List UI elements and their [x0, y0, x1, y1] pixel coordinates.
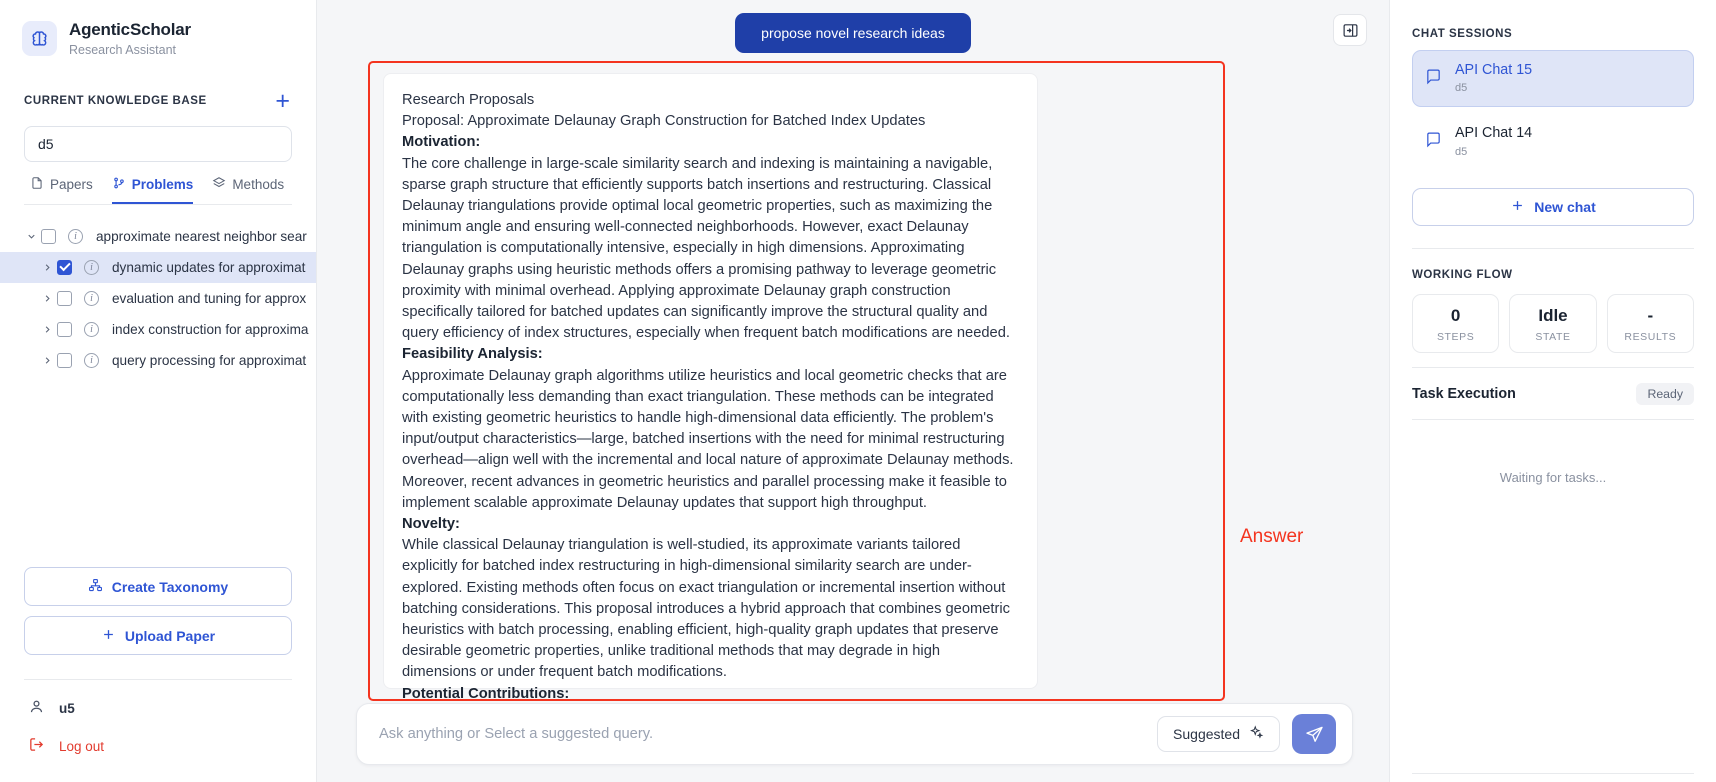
stat-steps-value: 0 — [1450, 306, 1461, 325]
stat-results-key: RESULTS — [1624, 331, 1677, 343]
add-knowledge-base-plus-icon[interactable]: + — [275, 86, 290, 115]
tree-item-label: query processing for approximat — [112, 352, 307, 368]
message-body — [384, 74, 1037, 715]
info-icon[interactable]: i — [84, 291, 99, 306]
info-icon[interactable]: i — [84, 353, 99, 368]
user-row — [0, 680, 316, 718]
top-cta-wrap — [317, 0, 1389, 53]
composer — [356, 703, 1353, 765]
stat-state — [1509, 294, 1596, 353]
sidebar-tabs — [0, 162, 316, 204]
answer-annotation-label: Answer — [1240, 526, 1304, 547]
document-icon — [30, 176, 44, 193]
logout-icon — [28, 736, 45, 756]
task-execution-row — [1390, 368, 1716, 419]
app-subtitle: Research Assistant — [69, 42, 176, 57]
tree-row[interactable] — [0, 345, 316, 376]
brain-icon — [22, 21, 57, 56]
stat-results-value: - — [1647, 306, 1654, 325]
tree-row[interactable] — [0, 221, 316, 252]
chat-area — [317, 0, 1389, 782]
sparkles-icon — [1249, 725, 1264, 743]
stat-state-key: STATE — [1535, 331, 1571, 343]
knowledge-base-value: d5 — [38, 135, 54, 152]
user-name: u5 — [59, 700, 75, 716]
tree-item-label: evaluation and tuning for approx — [112, 290, 307, 306]
plus-icon — [101, 627, 116, 645]
panel-collapse-icon[interactable] — [1333, 14, 1367, 46]
create-taxonomy-label: Create Taxonomy — [111, 578, 229, 595]
composer-wrap — [356, 703, 1353, 765]
tab-methods[interactable] — [212, 176, 284, 204]
tree-row[interactable] — [0, 314, 316, 345]
tab-problems[interactable] — [112, 176, 194, 204]
plus-icon — [1510, 198, 1525, 216]
brand — [0, 0, 316, 67]
knowledge-base-input[interactable] — [24, 126, 292, 162]
chevron-right-icon[interactable] — [38, 262, 57, 273]
tree-checkbox[interactable] — [57, 353, 72, 368]
message-paragraph-feasibility: Approximate Delaunay graph algorithms utilize heuristics and local geometric checks that are computationally less demanding than exact triangulation. These methods can be integrated with existing geometric heuristics to handle high-dimensional data efficiently. The problem's input/output characteristics—large, batched insertions with the need for minimal restructuring overhead—align well with the incremental and local nature of approximate Delaunay methods. Moreover, recent advances in geometric heuristics and parallel processing make it feasible to implement scalable approximate Delaunay updates that support high throughput. — [402, 367, 1014, 511]
chat-session-title: API Chat 14 — [1455, 125, 1533, 142]
chat-sessions-label: CHAT SESSIONS — [1412, 28, 1513, 40]
message-heading-novelty: Novelty: — [402, 516, 460, 533]
message-heading-contributions: Potential Contributions: — [402, 685, 570, 702]
layers-icon — [212, 176, 226, 193]
chevron-right-icon[interactable] — [38, 293, 57, 304]
tree-row[interactable] — [0, 252, 316, 283]
chat-session-title: API Chat 15 — [1455, 62, 1533, 78]
logout-label: Log out — [59, 738, 105, 754]
chat-session-list — [1390, 40, 1716, 186]
stat-results — [1607, 294, 1694, 353]
git-branch-icon — [112, 176, 126, 193]
propose-ideas-button[interactable]: propose novel research ideas — [735, 13, 971, 53]
person-icon — [28, 698, 45, 718]
suggested-button[interactable] — [1157, 716, 1280, 752]
tree-checkbox[interactable] — [57, 291, 72, 306]
tree-checkbox[interactable] — [57, 322, 72, 337]
right-panel-bottom-rule — [1412, 773, 1694, 774]
new-chat-button[interactable] — [1412, 188, 1694, 226]
logout-button[interactable] — [0, 718, 316, 782]
right-panel — [1389, 0, 1716, 782]
suggested-label: Suggested — [1173, 726, 1240, 742]
waiting-text: Waiting for tasks... — [1499, 470, 1607, 485]
stat-steps-key: STEPS — [1436, 331, 1475, 343]
left-sidebar — [0, 0, 317, 782]
tree-item-label: dynamic updates for approximat — [112, 259, 306, 275]
chat-session-item[interactable] — [1412, 113, 1694, 170]
message-heading-motivation: Motivation: — [402, 134, 481, 151]
message-paragraph-motivation: The core challenge in large-scale similarity search and indexing is maintaining a navigable, sparse graph structure that efficiently supports batch insertions and restructuring. Classical Delaunay triangulations provide optimal local geometric properties, such as maximizing the minimum angle and ensuring well-connected neighborhoods. However, exact Delaunay triangulation is computationally intensive, especially in high dimensions. Approximating Delaunay graphs using heuristic methods offers a promising pathway to leverage geometric proximity with minimal overhead. Applying approximate Delaunay graph construction specifically tailored for batched updates can significantly improve the structural quality and query efficiency of index structures, especially when frequent batch modifications are needed. — [402, 155, 1010, 342]
knowledge-base-label: CURRENT KNOWLEDGE BASE — [24, 95, 207, 108]
message-panel[interactable] — [383, 73, 1038, 702]
send-button[interactable] — [1292, 714, 1336, 754]
working-flow-label: WORKING FLOW — [1412, 269, 1513, 281]
info-icon[interactable]: i — [84, 322, 99, 337]
tab-papers[interactable] — [30, 176, 93, 204]
tab-papers-label: Papers — [50, 176, 93, 192]
app-title: AgenticScholar — [69, 20, 191, 39]
knowledge-base-header — [0, 67, 316, 114]
task-execution-label: Task Execution — [1412, 386, 1516, 402]
message-line: Research Proposals — [402, 92, 535, 108]
info-icon[interactable]: i — [68, 229, 83, 244]
chat-session-subtitle: d5 — [1455, 145, 1468, 158]
upload-paper-label: Upload Paper — [124, 627, 216, 644]
stat-steps — [1412, 294, 1499, 353]
sidebar-spacer — [0, 376, 316, 567]
stat-state-value: Idle — [1538, 306, 1568, 325]
chevron-right-icon[interactable] — [38, 324, 57, 335]
chat-input[interactable] — [379, 726, 1145, 742]
tree-item-label: approximate nearest neighbor sear — [96, 228, 307, 244]
tree-row[interactable] — [0, 283, 316, 314]
status-badge: Ready — [1636, 383, 1694, 405]
message-line: Proposal: Approximate Delaunay Graph Construction for Batched Index Updates — [402, 113, 926, 130]
message-paragraph-novelty: While classical Delaunay triangulation is well-studied, its approximate variants tailored explicitly for batched index restructuring in high-dimensional similarity search are under-explored. Existing methods often focus on exact triangulation or incremental insertion without batching considerations. This proposal introduces a hybrid approach that combines geometric heuristics with batch processing, enabling efficient, high-quality graph updates that preserve desirable geometric properties, unlike traditional methods that may degrade in high dimensions or under frequent batch modifications. — [402, 537, 1010, 681]
new-chat-label: New chat — [1534, 199, 1596, 215]
upload-paper-button[interactable] — [24, 616, 292, 655]
chevron-right-icon[interactable] — [38, 355, 57, 366]
tab-problems-label: Problems — [131, 176, 194, 192]
chat-session-subtitle: d5 — [1455, 82, 1468, 95]
problem-tree — [0, 205, 316, 376]
chat-bubble-icon — [1425, 68, 1442, 90]
info-icon[interactable]: i — [84, 260, 99, 275]
tab-methods-label: Methods — [232, 176, 285, 192]
create-taxonomy-button[interactable] — [24, 567, 292, 606]
working-flow-stats — [1390, 281, 1716, 353]
chat-session-item[interactable] — [1412, 50, 1694, 107]
chevron-down-icon[interactable] — [22, 231, 41, 242]
tree-item-label: index construction for approxima — [112, 321, 309, 337]
tree-checkbox[interactable] — [57, 260, 72, 275]
chat-bubble-icon — [1425, 131, 1442, 153]
sidebar-actions — [0, 567, 316, 665]
hierarchy-icon — [88, 578, 103, 596]
message-heading-feasibility: Feasibility Analysis: — [402, 346, 543, 363]
tree-checkbox[interactable] — [41, 229, 56, 244]
